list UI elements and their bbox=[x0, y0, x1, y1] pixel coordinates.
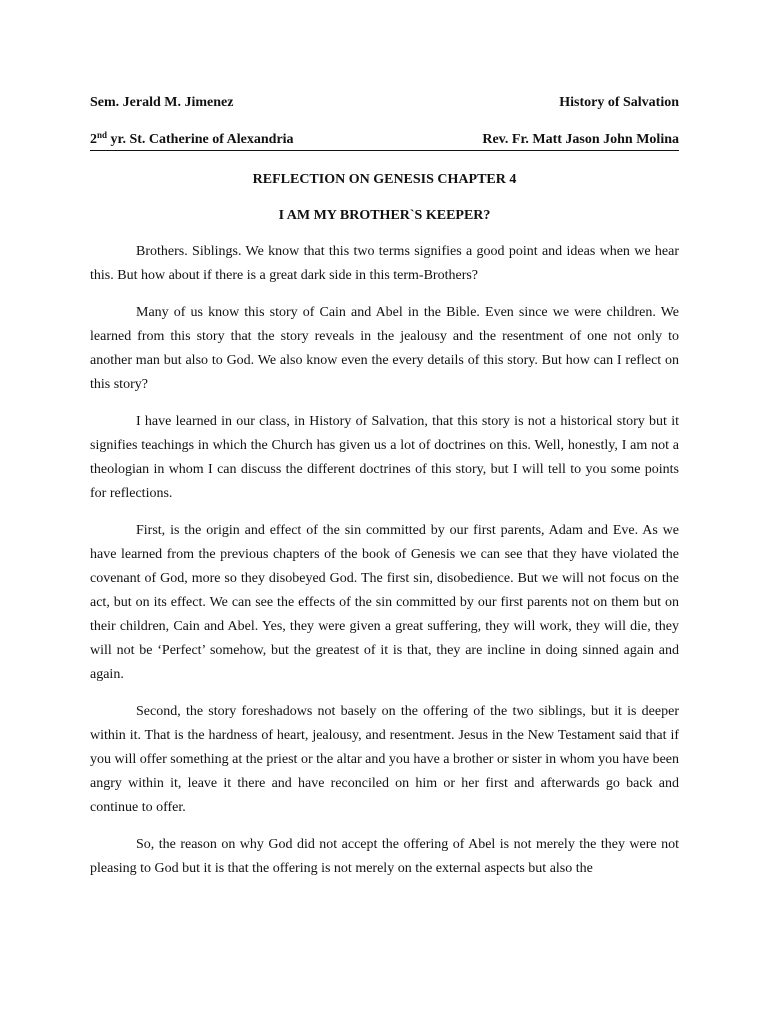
header-row-2 bbox=[90, 132, 679, 148]
year-section bbox=[90, 132, 294, 148]
document-subtitle: I AM MY BROTHER`S KEEPER? bbox=[278, 208, 491, 223]
professor-name: Rev. Fr. Matt Jason John Molina bbox=[482, 132, 679, 147]
header-divider bbox=[90, 150, 679, 151]
document-title: REFLECTION ON GENESIS CHAPTER 4 bbox=[252, 172, 517, 187]
paragraph: So, the reason on why God did not accept the offering of Abel is not merely the they were not pleasing to God but it is that the offering is not merely on the external aspects but also the bbox=[90, 837, 679, 876]
paragraph: First, is the origin and effect of the sin committed by our first parents, Adam and Eve. As we have learned from the previous chapters of the book of Genesis we can see that they have violated the covenant of God, more so they disobeyed God. The first sin, disobedience. But we will not focus on the act, but on its effect. We can see the effects of the sin committed by our first parents not on them but on their children, Cain and Abel. Yes, they were given a great suffering, they will work, they will die, they will not be ‘Perfect’ somehow, but the greatest of it is that, they are incline in doing sinned again and again. bbox=[90, 523, 679, 682]
year-section-text: yr. St. Catherine of Alexandria bbox=[107, 132, 294, 147]
paragraph: Many of us know this story of Cain and Abel in the Bible. Even since we were children. We learned from this story that the story reveals in the jealousy and the resentment of one not only to another man but also to God. We also know even the every details of this story. But how can I reflect on this story? bbox=[90, 305, 679, 392]
course-name: History of Salvation bbox=[559, 95, 679, 110]
author-name: Sem. Jerald M. Jimenez bbox=[90, 95, 234, 110]
paragraph: Second, the story foreshadows not basely on the offering of the two siblings, but it is deeper within it. That is the hardness of heart, jealousy, and resentment. Jesus in the New Testament said that if you will offer something at the priest or the altar and you have a brother or sister in whom you have been angry within it, leave it there and have reconciled on him or her first and afterwards go back and continue to offer. bbox=[90, 704, 679, 815]
header-row-1 bbox=[90, 95, 679, 111]
body-text bbox=[90, 240, 679, 894]
paragraph: Brothers. Siblings. We know that this two terms signifies a good point and ideas when we hear this. But how about if there is a great dark side in this term-Brothers? bbox=[90, 244, 679, 283]
year-ordinal: nd bbox=[97, 130, 108, 140]
paragraph: I have learned in our class, in History of Salvation, that this story is not a historical story but it signifies teachings in which the Church has given us a lot of doctrines on this. Well, honestly, I am not a theologian in whom I can discuss the different doctrines of this story, but I will tell to you some points for reflections. bbox=[90, 414, 679, 501]
year-number: 2 bbox=[90, 132, 97, 147]
